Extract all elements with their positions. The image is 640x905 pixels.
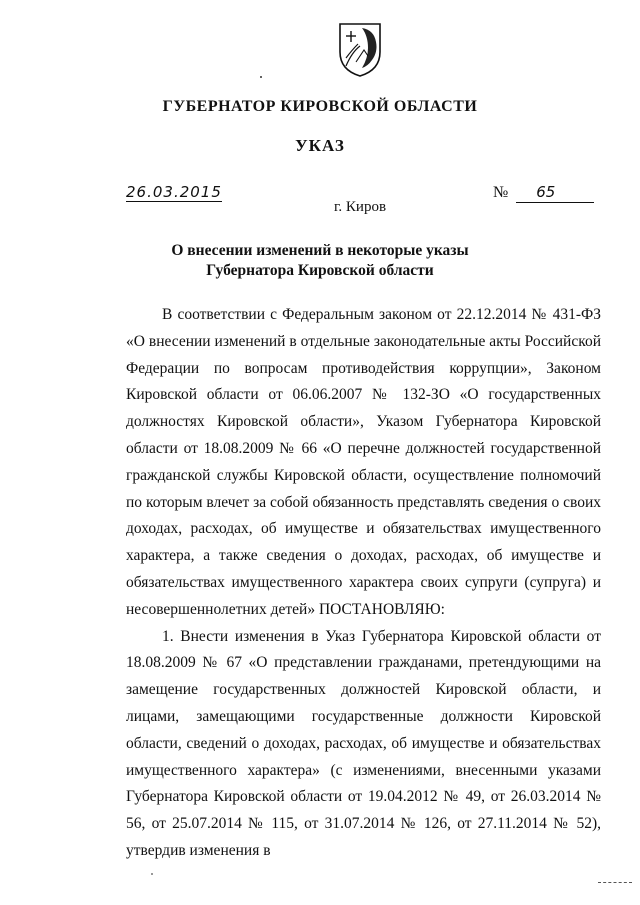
document-title-line-1: О внесении изменений в некоторые указы (171, 242, 469, 259)
scan-speck (260, 76, 262, 78)
page-edge-mark (598, 882, 632, 884)
document-title (0, 241, 640, 281)
body-paragraph-2: 1. Внести изменения в Указ Губернатора Кировской области от 18.08.2009 № 67 «О представлении гражданами, претендующими на замещение государственных должностей Кировской области, и лицами, замещающими государственные должности Кировской области, сведений о доходах, расходах, об имуществе и обязательствах имущественного характера» (с изменениями, внесенными указами Губернатора Кировской области от 19.04.2012 № 49, от 26.03.2014 № 56, от 25.07.2014 № 115, от 31.07.2014 № 126, от 27.11.2014 № 52), утвердив изменения в (126, 627, 601, 859)
organization-title: ГУБЕРНАТОР КИРОВСКОЙ ОБЛАСТИ (162, 98, 478, 115)
document-title-line-2: Губернатора Кировской области (206, 262, 434, 279)
number-sign: № (493, 184, 509, 201)
scan-speck (151, 873, 153, 875)
document-body (126, 302, 601, 865)
body-paragraph-1: В соответствии с Федеральным законом от 22.12.2014 № 431-ФЗ «О внесении изменений в отдельные законодательные акты Российской Федерации по вопросам противодействия коррупции», Законом Кировской области от 06.06.2007 № 132-ЗО «О государственных должностях Кировской области», Указом Губернатора Кировской области от 18.08.2009 № 66 «О перечне должностей государственной гражданской службы Кировской области, осуществление полномочий по которым влечет за собой обязанность представлять сведения о своих доходах, расходах, об имуществе и обязательствах имущественного характера, а также сведения о доходах, расходах, об имуществе и обязательствах имущественного характера своих супруги (супруга) и несовершеннолетних детей» ПОСТАНОВЛЯЮ: (126, 306, 601, 618)
document-city: г. Киров (333, 199, 387, 215)
document-type: УКАЗ (295, 136, 345, 155)
kirov-coat-of-arms-icon (338, 22, 382, 78)
document-number: 65 (516, 182, 594, 203)
document-date: 26.03.2015 (126, 183, 222, 201)
